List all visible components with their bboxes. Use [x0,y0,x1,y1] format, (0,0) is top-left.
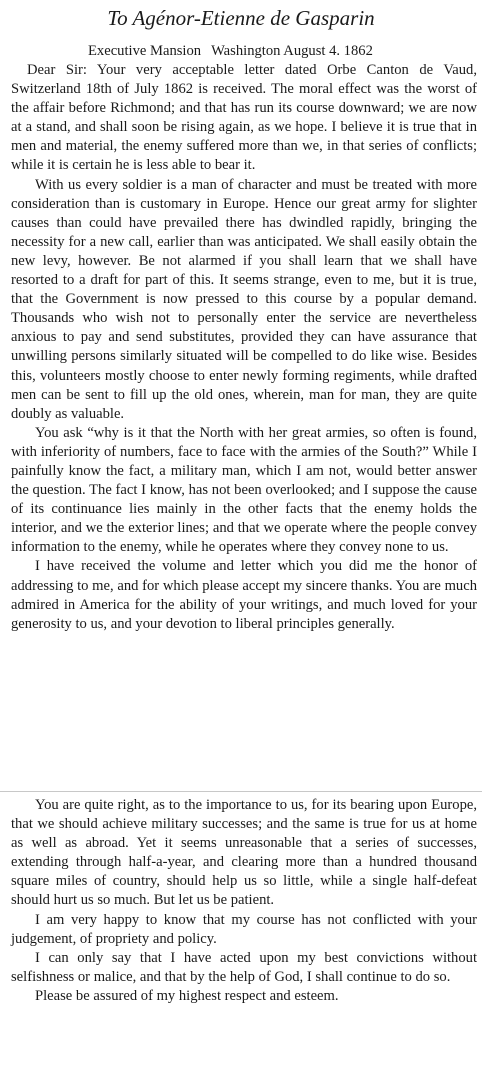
paragraph-military-successes: You are quite right, as to the importance to us, for its bearing upon Europe, that we should achieve military successes; and the same is true for us at home as well as abroad. Yet it seems unreasonable that a series of successes, extending through half-a-year, and clearing more than a hundred thousand square miles of country, should help us so little, while a single half-defeat should hurt us so much. But let us be patient. [11,797,477,909]
page-separator [0,791,482,792]
dateline [88,42,373,61]
paragraph-soldiers: With us every soldier is a man of character and must be treated with more consideration than is customary in Europe. Hence our great army for slighter causes than could have prevailed there has dwindled rapidly, bringing the necessity for a new call, earlier than was anticipated. We shall easily obtain the new levy, however. Be not alarmed if you shall learn that we shall have resorted to a draft for part of this. It seems strange, even to me, but it is true, that the Government is now pressed to this course by a popular demand. Thousands who wish not to personally enter the service are nevertheless anxious to pay and send substitutes, provided they can have assurance that unwilling persons similarly situated will be compelled to do like wise. Besides this, volunteers mostly choose to enter newly forming regiments, while drafted men can be sent to fill up the old ones, wherein, man for man, they are quite doubly as valuable. [11,176,477,422]
letter-body-part-1 [11,61,477,634]
paragraph-closing: Please be assured of my highest respect and esteem. [35,987,339,1004]
paragraph-armies-question: You ask “why is it that the North with her great armies, so often is found, with inferiority of numbers, face to face with the armies of the South?” While I painfully know the fact, a military man, which I am not, would better answer the question. The fact I know, has not been overlooked; and I suppose the cause of its continuance lies mainly in the other facts that the enemy holds the interior, and we the exterior lines; and that we operate where the people convey information to the enemy, while he operates where they convey none to us. [11,424,477,556]
paragraph-convictions: I can only say that I have acted upon my best convictions without selfishness or malice, and that by the help of God, I shall continue to do so. [11,949,477,985]
letter-body-part-2 [11,796,477,1006]
paragraph-thanks: I have received the volume and letter which you did me the honor of addressing to me, and for which please accept my sincere thanks. You are much admired in America for the ability of your writings, and much loved for your generosity to us, and your devotion to liberal principles generally. [11,558,477,632]
dateline-place: Executive Mansion [88,43,202,59]
dateline-date: Washington August 4. 1862 [211,43,373,59]
paragraph-salutation: Dear Sir: Your very acceptable letter dated Orbe Canton de Vaud, Switzerland 18th of July 1862 is received. The moral effect was the worst of the affair before Richmond; and that has run its course downward; we are now at a stand, and shall soon be rising again, as we hope. I believe it is true that in men and material, the enemy suffered more than we, in that series of conflicts; while it is certain he is less able to bear it. [11,62,477,174]
paragraph-judgement: I am very happy to know that my course has not conflicted with your judgement, of propriety and policy. [11,911,477,947]
letter-title: To Agénor-Etienne de Gasparin [107,6,375,30]
